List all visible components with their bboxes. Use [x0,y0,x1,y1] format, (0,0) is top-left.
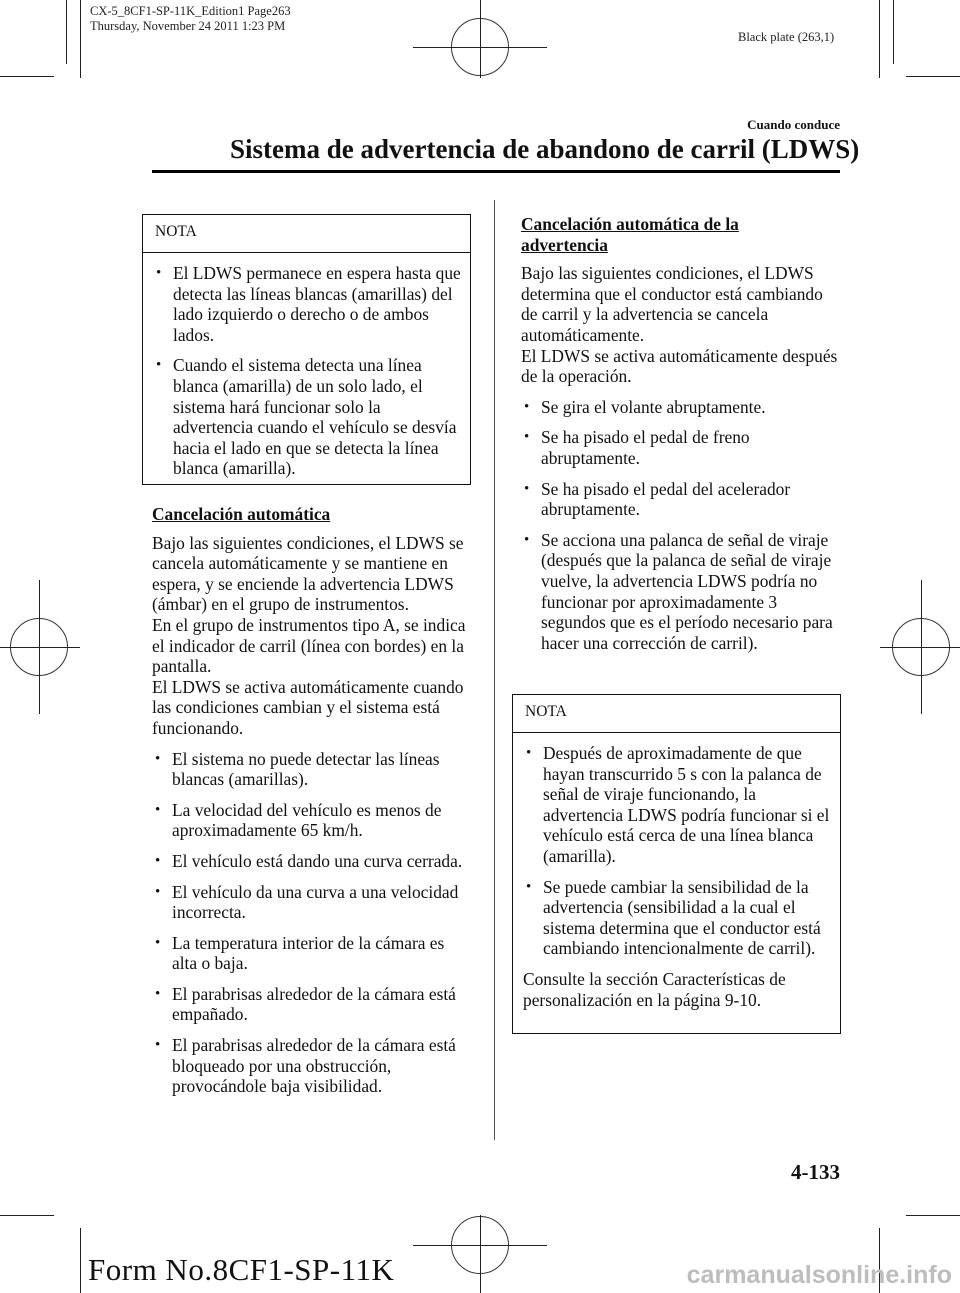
file-info [90,4,291,34]
note-title: NOTA [143,215,470,253]
bullet-icon: • [155,934,161,951]
bullet-icon: • [526,878,532,895]
paragraph: En el grupo de instrumentos tipo A, se indica el indicador de carril (línea con bordes) en la pantalla. [152,614,466,677]
list-item [521,479,839,520]
list-item [152,882,470,923]
list-item-text: Se ha pisado el pedal del acelerador abruptamente. [541,478,791,520]
crop-mark [80,0,81,78]
bullet-icon: • [155,1037,161,1054]
bullet-icon: • [526,745,532,761]
bullet-icon: • [524,480,530,497]
bullet-icon: • [524,531,530,548]
note-footer-text: Consulte la sección Características de personalización en la página 9-10. [523,968,786,1010]
file-info-line2: Thursday, November 24 2011 1:23 PM [90,19,286,33]
crop-mark [480,0,481,78]
crop-mark [0,1215,54,1216]
bullet-icon: • [155,852,161,869]
right-column-content [521,214,839,663]
list-item [521,397,839,418]
crop-mark [906,1215,960,1216]
paragraph: Bajo las siguientes condiciones, el LDWS se cancela automáticamente y se mantiene en espera, y se enciende la advertencia LDWS (ámbar) en el grupo de instrumentos. [152,532,464,615]
crop-mark [39,580,40,714]
paragraph: El LDWS se activa automáticamente después de la operación. [521,345,838,387]
list-item-text: El parabrisas alrededor de la cámara está empañado. [172,983,456,1025]
note-item [153,263,462,345]
note-item [523,743,832,867]
list-item [521,530,839,654]
bullet-icon: • [155,801,161,818]
list-item [152,749,470,790]
paragraph: Bajo las siguientes condiciones, el LDWS determina que el conductor está cambiando de carril y la advertencia se cancela automáticamente. [521,263,823,345]
list-item-text: La velocidad del vehículo es menos de aproximadamente 65 km/h. [172,799,442,841]
crop-mark [0,647,80,648]
title-rule [152,170,840,173]
list-item [152,984,470,1025]
crop-mark [893,0,894,64]
crop-mark [880,647,960,648]
plate-label: Black plate (263,1) [738,30,835,44]
note-item-text: Se puede cambiar la sensibilidad de la advertencia (sensibilidad a la cual el sistema determina que el conductor está cambiando intencionalmente de carril). [543,876,821,959]
crop-mark [879,0,880,78]
crop-mark [66,0,67,64]
list-item-text: El parabrisas alrededor de la cámara está bloqueado por una obstrucción, provocándole baja visibilidad. [172,1035,456,1097]
list-item-text: El vehículo está dando una curva cerrada. [172,850,463,871]
bullet-icon: • [155,883,161,900]
list-item-text: Se gira el volante abruptamente. [541,396,766,417]
note-item-text: Después de aproximadamente de que hayan transcurrido 5 s con la palanca de señal de viraje funcionando, la advertencia LDWS podría funcionar si el vehículo está cerca de una línea blanca (amarilla). [543,743,830,866]
bullet-icon: • [155,750,161,767]
list-item [521,427,839,468]
crop-mark [480,1215,481,1293]
crop-mark [80,1228,81,1293]
bullet-icon: • [156,265,162,281]
note-box-right [512,694,841,1034]
list-item-text: El vehículo da una curva a una velocidad incorrecta. [172,881,459,923]
bullet-icon: • [524,429,530,446]
paragraph: El LDWS se activa automáticamente cuando las condiciones cambian y el sistema está funcionando. [152,676,464,738]
page-number: 4-133 [791,1160,840,1184]
note-title: NOTA [513,695,840,733]
note-item [523,877,832,959]
note-item-text: El LDWS permanece en espera hasta que detecta las líneas blancas (amarillas) del lado izquierdo o derecho o de ambos lados. [173,263,461,345]
column-divider [494,200,495,1140]
list-item [152,933,470,974]
list-item-text: Se acciona una palanca de señal de viraje (después que la palanca de señal de viraje vuelve, la advertencia LDWS podría no funcionar por aproximadamente 3 segundos que es el período necesario para hacer una corrección de carril). [541,529,833,653]
list-item-text: Se ha pisado el pedal de freno abruptamente. [541,427,750,468]
list-item-text: La temperatura interior de la cámara es alta o baja. [172,932,445,974]
bullet-icon: • [524,398,530,415]
crop-mark [906,76,960,77]
crop-mark [921,580,922,714]
list-item [152,1035,470,1097]
bullet-icon: • [156,357,162,374]
watermark: carmanualsonline.info [686,1261,952,1289]
note-box-left [142,214,471,485]
left-column-content [152,504,470,1107]
note-item [153,355,462,479]
subheading-auto-cancel: Cancelación automática [152,504,331,524]
bullet-icon: • [155,985,161,1002]
file-info-line1: CX-5_8CF1-SP-11K_Edition1 Page263 [90,4,291,18]
crop-mark [0,76,54,77]
note-item-text: Cuando el sistema detecta una línea blanca (amarilla) de un solo lado, el sistema hará funcionar solo la advertencia cuando el vehículo se desvía hacia el lado en que se detecta la línea blanca (amarilla). [173,355,457,479]
section-label: Cuando conduce [747,117,840,132]
form-number: Form No.8CF1-SP-11K [88,1252,395,1287]
subheading-warning-cancel: Cancelación automática de la advertencia [521,214,739,255]
list-item [152,851,470,872]
section-title: Sistema de advertencia de abandono de carril (LDWS) [230,134,860,164]
list-item [152,800,470,841]
list-item-text: El sistema no puede detectar las líneas blancas (amarillas). [172,748,440,790]
